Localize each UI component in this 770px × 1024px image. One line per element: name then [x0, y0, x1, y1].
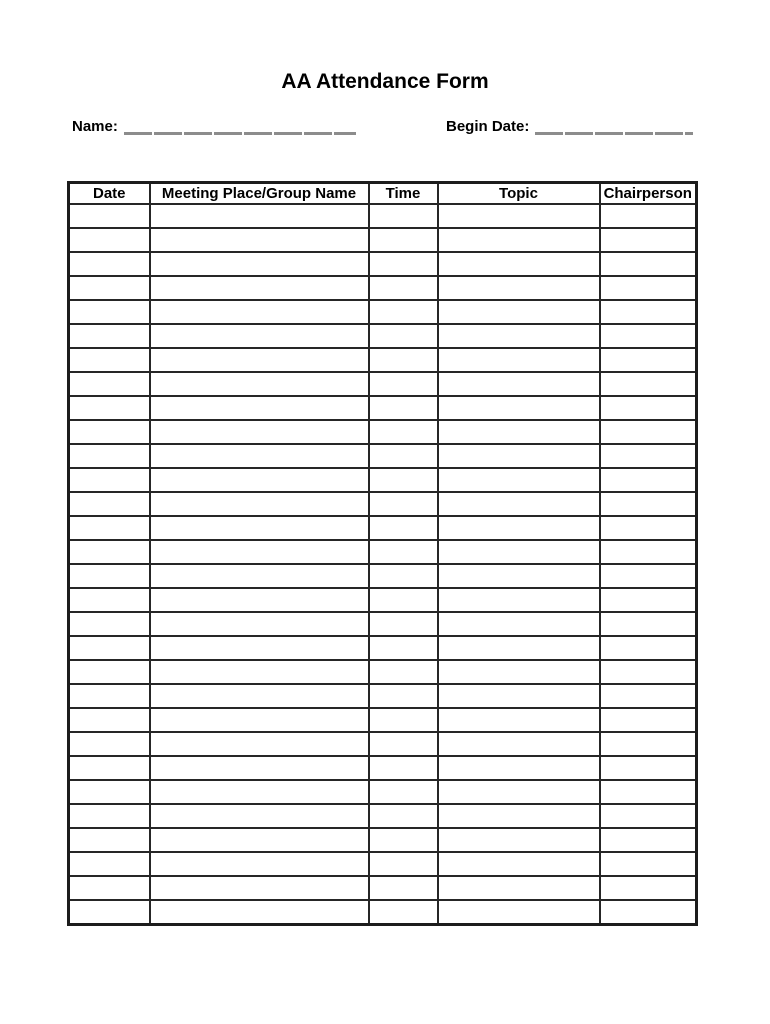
table-cell-date[interactable]: [69, 492, 150, 516]
table-cell-date[interactable]: [69, 396, 150, 420]
table-cell-chairperson[interactable]: [600, 492, 697, 516]
table-cell-chairperson[interactable]: [600, 780, 697, 804]
table-cell-time[interactable]: [369, 804, 438, 828]
table-cell-meeting-place[interactable]: [150, 276, 369, 300]
table-cell-time[interactable]: [369, 204, 438, 228]
column-header-meeting-place: Meeting Place/Group Name: [150, 183, 369, 205]
table-row: [69, 372, 697, 396]
table-row: [69, 708, 697, 732]
table-cell-meeting-place[interactable]: [150, 372, 369, 396]
table-cell-time[interactable]: [369, 444, 438, 468]
table-row: [69, 588, 697, 612]
table-cell-meeting-place[interactable]: [150, 420, 369, 444]
table-cell-meeting-place[interactable]: [150, 732, 369, 756]
table-cell-time[interactable]: [369, 876, 438, 900]
table-row: [69, 660, 697, 684]
column-header-topic: Topic: [438, 183, 600, 205]
table-body: [69, 204, 697, 925]
table-row: [69, 516, 697, 540]
table-row: [69, 468, 697, 492]
table-cell-date[interactable]: [69, 732, 150, 756]
table-cell-meeting-place[interactable]: [150, 828, 369, 852]
table-row: [69, 396, 697, 420]
table-cell-meeting-place[interactable]: [150, 492, 369, 516]
table-cell-meeting-place[interactable]: [150, 324, 369, 348]
table-row: [69, 636, 697, 660]
table-cell-meeting-place[interactable]: [150, 588, 369, 612]
table-cell-chairperson[interactable]: [600, 612, 697, 636]
table-cell-meeting-place[interactable]: [150, 228, 369, 252]
table-cell-topic[interactable]: [438, 852, 600, 876]
table-cell-time[interactable]: [369, 420, 438, 444]
table-cell-time[interactable]: [369, 492, 438, 516]
table-cell-time[interactable]: [369, 612, 438, 636]
table-cell-date[interactable]: [69, 324, 150, 348]
table-cell-chairperson[interactable]: [600, 804, 697, 828]
table-cell-date[interactable]: [69, 612, 150, 636]
table-cell-topic[interactable]: [438, 204, 600, 228]
table-row: [69, 492, 697, 516]
table-cell-chairperson[interactable]: [600, 468, 697, 492]
table-cell-time[interactable]: [369, 276, 438, 300]
begin-date-input-line[interactable]: [535, 132, 693, 135]
table-cell-topic[interactable]: [438, 252, 600, 276]
table-row: [69, 828, 697, 852]
table-cell-meeting-place[interactable]: [150, 444, 369, 468]
table-cell-time[interactable]: [369, 564, 438, 588]
header-row: [69, 183, 697, 205]
table-row: [69, 732, 697, 756]
table-cell-topic[interactable]: [438, 612, 600, 636]
table-row: [69, 252, 697, 276]
table-cell-chairperson[interactable]: [600, 564, 697, 588]
table-cell-chairperson[interactable]: [600, 636, 697, 660]
table-cell-chairperson[interactable]: [600, 252, 697, 276]
table-cell-time[interactable]: [369, 372, 438, 396]
table-cell-meeting-place[interactable]: [150, 540, 369, 564]
table-cell-date[interactable]: [69, 372, 150, 396]
table-cell-topic[interactable]: [438, 348, 600, 372]
table-cell-date[interactable]: [69, 780, 150, 804]
table-cell-chairperson[interactable]: [600, 228, 697, 252]
table-row: [69, 756, 697, 780]
table-cell-date[interactable]: [69, 708, 150, 732]
table-cell-meeting-place[interactable]: [150, 396, 369, 420]
table-cell-topic[interactable]: [438, 756, 600, 780]
table-cell-meeting-place[interactable]: [150, 564, 369, 588]
table-cell-topic[interactable]: [438, 636, 600, 660]
table-cell-time[interactable]: [369, 708, 438, 732]
table-cell-meeting-place[interactable]: [150, 804, 369, 828]
table-cell-time[interactable]: [369, 252, 438, 276]
table-cell-chairperson[interactable]: [600, 876, 697, 900]
table-cell-time[interactable]: [369, 660, 438, 684]
table-cell-topic[interactable]: [438, 300, 600, 324]
table-cell-topic[interactable]: [438, 420, 600, 444]
name-input-line[interactable]: [124, 132, 356, 135]
table-cell-topic[interactable]: [438, 660, 600, 684]
table-cell-time[interactable]: [369, 516, 438, 540]
column-header-time: Time: [369, 183, 438, 205]
table-cell-time[interactable]: [369, 396, 438, 420]
table-cell-meeting-place[interactable]: [150, 900, 369, 925]
form-title: AA Attendance Form: [281, 70, 489, 93]
table-row: [69, 684, 697, 708]
attendance-table: [67, 181, 698, 926]
table-cell-date[interactable]: [69, 204, 150, 228]
table-cell-time[interactable]: [369, 732, 438, 756]
table-row: [69, 444, 697, 468]
table-row: [69, 804, 697, 828]
table-cell-topic[interactable]: [438, 396, 600, 420]
table-cell-chairperson[interactable]: [600, 204, 697, 228]
name-field-label: Name:: [72, 118, 118, 135]
table-cell-chairperson[interactable]: [600, 708, 697, 732]
table-cell-chairperson[interactable]: [600, 732, 697, 756]
table-cell-chairperson[interactable]: [600, 516, 697, 540]
table-cell-meeting-place[interactable]: [150, 468, 369, 492]
table-cell-topic[interactable]: [438, 684, 600, 708]
table-cell-time[interactable]: [369, 852, 438, 876]
table-cell-time[interactable]: [369, 348, 438, 372]
table-row: [69, 852, 697, 876]
table-cell-topic[interactable]: [438, 516, 600, 540]
table-cell-meeting-place[interactable]: [150, 852, 369, 876]
table-cell-meeting-place[interactable]: [150, 876, 369, 900]
table-cell-topic[interactable]: [438, 468, 600, 492]
table-cell-date[interactable]: [69, 660, 150, 684]
table-cell-topic[interactable]: [438, 372, 600, 396]
table-row: [69, 324, 697, 348]
table-cell-date[interactable]: [69, 564, 150, 588]
table-row: [69, 564, 697, 588]
table-row: [69, 420, 697, 444]
table-cell-chairperson[interactable]: [600, 540, 697, 564]
table-cell-time[interactable]: [369, 324, 438, 348]
table-cell-time[interactable]: [369, 756, 438, 780]
table-cell-topic[interactable]: [438, 828, 600, 852]
table-cell-date[interactable]: [69, 756, 150, 780]
table-cell-topic[interactable]: [438, 324, 600, 348]
table-cell-topic[interactable]: [438, 540, 600, 564]
table-row: [69, 348, 697, 372]
table-cell-date[interactable]: [69, 420, 150, 444]
table-cell-date[interactable]: [69, 276, 150, 300]
table-cell-chairperson[interactable]: [600, 588, 697, 612]
table-row: [69, 204, 697, 228]
table-cell-time[interactable]: [369, 780, 438, 804]
table-row: [69, 780, 697, 804]
column-header-date: Date: [69, 183, 150, 205]
table-cell-time[interactable]: [369, 468, 438, 492]
table-row: [69, 876, 697, 900]
table-cell-time[interactable]: [369, 588, 438, 612]
table-cell-topic[interactable]: [438, 900, 600, 925]
table-cell-topic[interactable]: [438, 588, 600, 612]
table-row: [69, 612, 697, 636]
table-cell-meeting-place[interactable]: [150, 780, 369, 804]
table-cell-chairperson[interactable]: [600, 420, 697, 444]
table-cell-date[interactable]: [69, 684, 150, 708]
table-cell-chairperson[interactable]: [600, 324, 697, 348]
table-cell-meeting-place[interactable]: [150, 756, 369, 780]
table-cell-meeting-place[interactable]: [150, 516, 369, 540]
table-cell-topic[interactable]: [438, 876, 600, 900]
table-cell-date[interactable]: [69, 348, 150, 372]
table-cell-date[interactable]: [69, 588, 150, 612]
table-row: [69, 228, 697, 252]
table-cell-time[interactable]: [369, 828, 438, 852]
table-cell-topic[interactable]: [438, 804, 600, 828]
table-cell-meeting-place[interactable]: [150, 252, 369, 276]
table-row: [69, 276, 697, 300]
table-cell-chairperson[interactable]: [600, 276, 697, 300]
table-cell-meeting-place[interactable]: [150, 636, 369, 660]
table-cell-topic[interactable]: [438, 228, 600, 252]
table-cell-date[interactable]: [69, 828, 150, 852]
table-cell-date[interactable]: [69, 804, 150, 828]
table-cell-topic[interactable]: [438, 564, 600, 588]
table-cell-date[interactable]: [69, 228, 150, 252]
begin-date-field-label: Begin Date:: [446, 118, 530, 135]
table-cell-topic[interactable]: [438, 732, 600, 756]
table-row: [69, 900, 697, 925]
table-cell-date[interactable]: [69, 444, 150, 468]
table-cell-chairperson[interactable]: [600, 372, 697, 396]
table-cell-date[interactable]: [69, 852, 150, 876]
table-cell-topic[interactable]: [438, 276, 600, 300]
table-cell-meeting-place[interactable]: [150, 204, 369, 228]
table-cell-meeting-place[interactable]: [150, 612, 369, 636]
table-cell-time[interactable]: [369, 540, 438, 564]
table-cell-topic[interactable]: [438, 492, 600, 516]
table-cell-date[interactable]: [69, 636, 150, 660]
table-cell-topic[interactable]: [438, 780, 600, 804]
table-cell-chairperson[interactable]: [600, 300, 697, 324]
table-cell-chairperson[interactable]: [600, 348, 697, 372]
table-cell-chairperson[interactable]: [600, 756, 697, 780]
table-cell-chairperson[interactable]: [600, 900, 697, 925]
table-row: [69, 300, 697, 324]
table-cell-time[interactable]: [369, 228, 438, 252]
table-cell-date[interactable]: [69, 516, 150, 540]
table-cell-date[interactable]: [69, 252, 150, 276]
table-cell-meeting-place[interactable]: [150, 300, 369, 324]
table-cell-meeting-place[interactable]: [150, 708, 369, 732]
table-cell-chairperson[interactable]: [600, 396, 697, 420]
table-cell-topic[interactable]: [438, 444, 600, 468]
table-cell-time[interactable]: [369, 636, 438, 660]
table-cell-chairperson[interactable]: [600, 444, 697, 468]
table-cell-time[interactable]: [369, 684, 438, 708]
table-cell-date[interactable]: [69, 540, 150, 564]
table-cell-meeting-place[interactable]: [150, 684, 369, 708]
table-cell-chairperson[interactable]: [600, 852, 697, 876]
table-cell-date[interactable]: [69, 900, 150, 925]
table-cell-date[interactable]: [69, 300, 150, 324]
table-cell-meeting-place[interactable]: [150, 348, 369, 372]
table-cell-time[interactable]: [369, 300, 438, 324]
table-cell-date[interactable]: [69, 876, 150, 900]
table-cell-chairperson[interactable]: [600, 684, 697, 708]
column-header-chairperson: Chairperson: [600, 183, 697, 205]
table-cell-chairperson[interactable]: [600, 828, 697, 852]
table-cell-date[interactable]: [69, 468, 150, 492]
table-cell-meeting-place[interactable]: [150, 660, 369, 684]
table-row: [69, 540, 697, 564]
table-cell-topic[interactable]: [438, 708, 600, 732]
table-cell-chairperson[interactable]: [600, 660, 697, 684]
table-cell-time[interactable]: [369, 900, 438, 925]
